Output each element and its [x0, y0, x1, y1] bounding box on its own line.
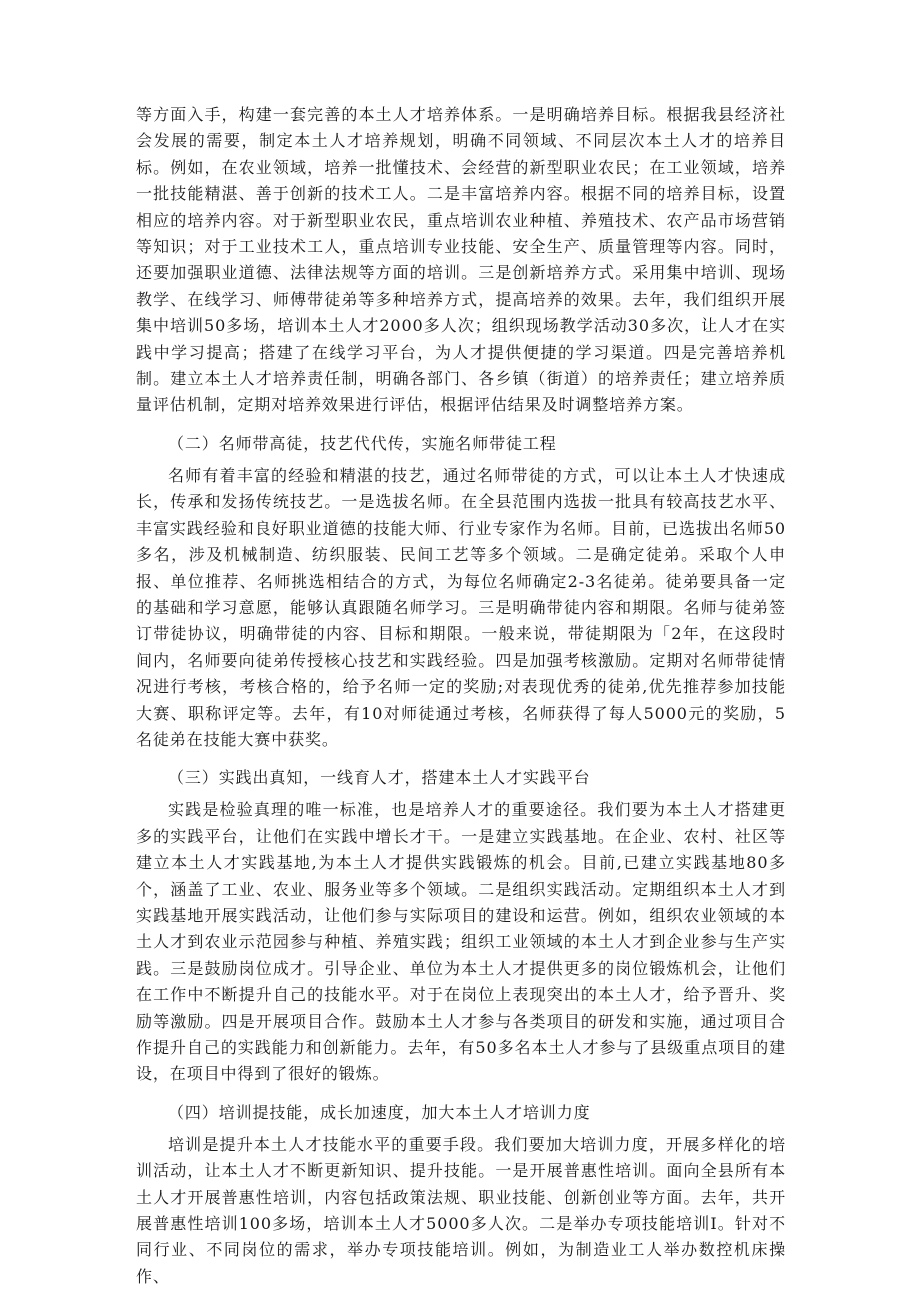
- paragraph-practice-platform: 实践是检验真理的唯一标准，也是培养人才的重要途径。我们要为本土人才搭建更多的实践平台，让他们在实践中增长才干。一是建立实践基地。在企业、农村、社区等建立本土人才实践基地,为本土人才提供实践锻炼的机会。目前,已建立实践基地80多个，涵盖了工业、农业、服务业等多个领域。二是组织实践活动。定期组织本土人才到实践基地开展实践活动，让他们参与实际项目的建设和运营。例如，组织农业领域的本土人才到农业示范园参与种植、养殖实践；组织工业领域的本土人才到企业参与生产实践。三是鼓励岗位成才。引导企业、单位为本土人才提供更多的岗位锻炼机会，让他们在工作中不断提升自己的技能水平。对于在岗位上表现突出的本土人才，给予晋升、奖励等激励。四是开展项目合作。鼓励本土人才参与各类项目的研发和实施，通过项目合作提升自己的实践能力和创新能力。去年，有50多名本土人才参与了县级重点项目的建设，在项目中得到了很好的锻炼。: [136, 800, 786, 1084]
- paragraph-cultivation-system: 等方面入手，构建一套完善的本土人才培养体系。一是明确培养目标。根据我县经济社会发展的需要，制定本土人才培养规划，明确不同领域、不同层次本土人才的培养目标。例如，在农业领域，培养一批懂技术、会经营的新型职业农民；在工业领域，培养一批技能精湛、善于创新的技术工人。二是丰富培养内容。根据不同的培养目标，设置相应的培养内容。对于新型职业农民，重点培训农业种植、养殖技术、农产品市场营销等知识；对于工业技术工人，重点培训专业技能、安全生产、质量管理等内容。同时，还要加强职业道德、法律法规等方面的培训。三是创新培养方式。采用集中培训、现场教学、在线学习、师傅带徒弟等多种培养方式，提高培养的效果。去年，我们组织开展集中培训50多场，培训本土人才2000多人次；组织现场教学活动30多次，让人才在实践中学习提高；搭建了在线学习平台，为人才提供便捷的学习渠道。四是完善培养机制。建立本土人才培养责任制，明确各部门、各乡镇（街道）的培养责任；建立培养质量评估机制，定期对培养效果进行评估，根据评估结果及时调整培养方案。: [136, 105, 786, 415]
- paragraph-master-apprentice: 名师有着丰富的经验和精湛的技艺，通过名师带徒的方式，可以让本土人才快速成长，传承和发扬传统技艺。一是选拔名师。在全县范围内选拔一批具有较高技艺水平、丰富实践经验和良好职业道德的技能大师、行业专家作为名师。目前，已选拔出名师50多名，涉及机械制造、纺织服装、民间工艺等多个领域。二是确定徒弟。采取个人申报、单位推荐、名师挑选相结合的方式，为每位名师确定2-3名徒弟。徒弟要具备一定的基础和学习意愿，能够认真跟随名师学习。三是明确带徒内容和期限。名师与徒弟签订带徒协议，明确带徒的内容、目标和期限。一般来说，带徒期限为「2年，在这段时间内，名师要向徒弟传授核心技艺和实践经验。四是加强考核激励。定期对名师带徒情况进行考核，考核合格的，给予名师一定的奖励;对表现优秀的徒弟,优先推荐参加技能大赛、职称评定等。去年，有10对师徒通过考核，名师获得了每人5000元的奖励，5名徒弟在技能大赛中获奖。: [136, 465, 786, 749]
- section-heading-4: （四）培训提技能，成长加速度，加大本土人才培训力度: [168, 1102, 591, 1122]
- section-heading-3: （三）实践出真知，一线育人才，搭建本土人才实践平台: [168, 768, 591, 788]
- section-heading-2: （二）名师带高徒，技艺代代传，实施名师带徒工程: [168, 433, 557, 453]
- paragraph-training: 培训是提升本土人才技能水平的重要手段。我们要加大培训力度，开展多样化的培训活动，让本土人才不断更新知识、提升技能。一是开展普惠性培训。面向全县所有本土人才开展普惠性培训，内容包括政策法规、职业技能、创新创业等方面。去年，共开展普惠性培训100多场，培训本土人才5000多人次。二是举办专项技能培训I。针对不同行业、不同岗位的需求，举办专项技能培训。例如，为制造业工人举办数控机床操作、: [136, 1134, 786, 1286]
